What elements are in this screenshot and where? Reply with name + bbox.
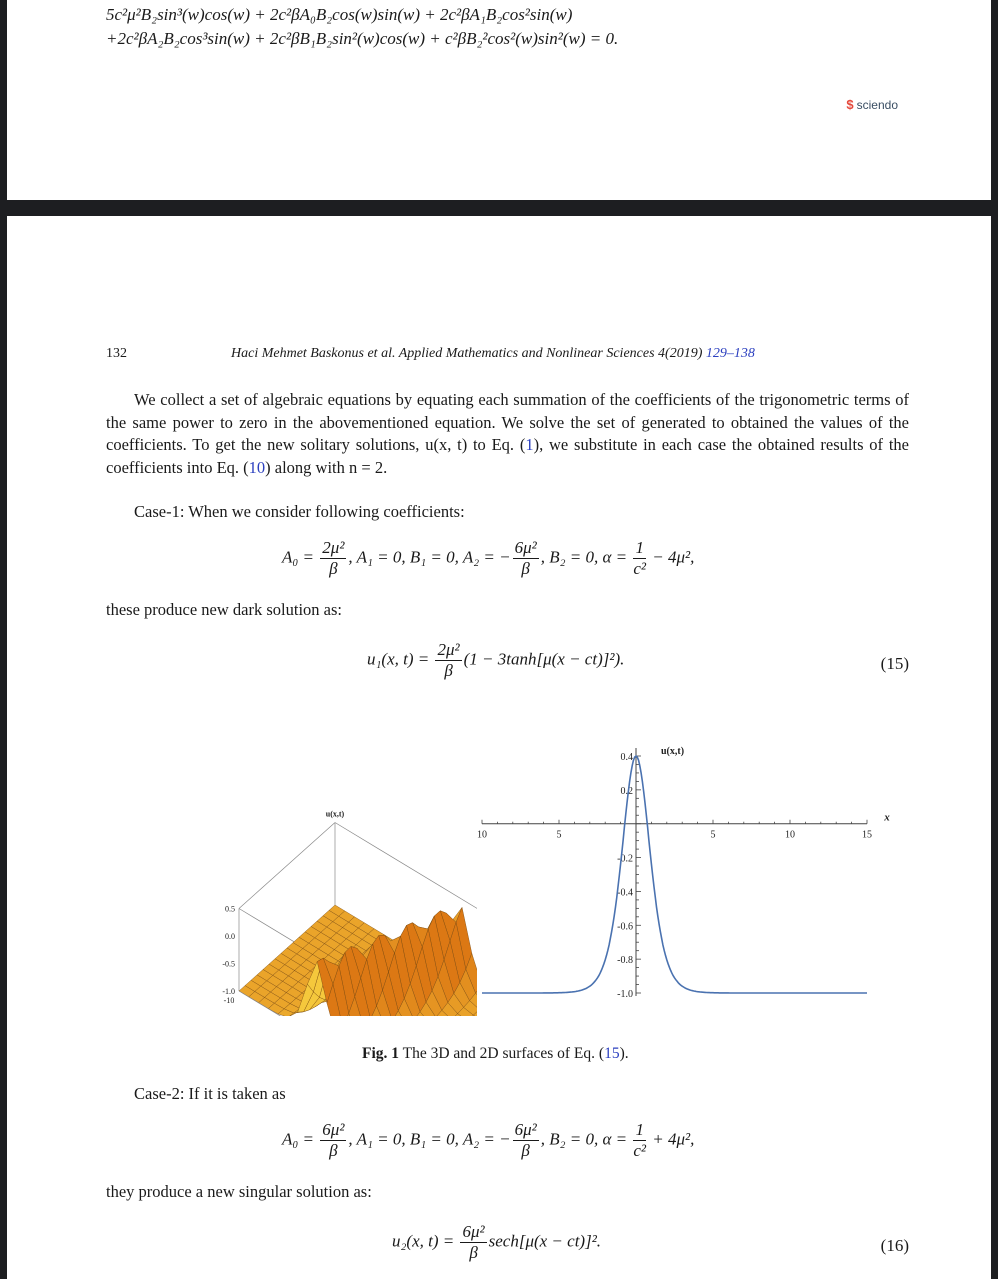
plot-title: u(x,t) [661,746,685,757]
case1-middle: , A₁ = 0, B₁ = 0, A₂ = − [348,547,511,567]
para1-text-a: We collect a set of algebraic equations by equating each summation of the coefficients of the trigonometric terms of the same power to zero in the abovementioned equation. We solve the set of generated to obtained the values of the coefficients. To get the new solitary solutions, u(x, t) to Eq. ( [106,390,909,454]
z-tick-label: 0.5 [225,904,235,914]
case2-alpha-frac [633,1120,646,1161]
caption-text-b: ). [619,1045,629,1062]
eq15-frac [435,640,461,681]
para1-text-b: ), we substitute in each case the obtained results of the coefficients into Eq. ( [106,435,909,477]
case2-a0-num: 6μ² [322,1120,345,1139]
eq16-rhs: sech[μ(x − ct)]². [488,1231,602,1251]
box-edge [239,823,335,909]
equation-16 [392,1222,601,1263]
eq15-rhs: (1 − 3tanh[μ(x − ct)]²). [463,649,625,669]
case1-a0-num: 2μ² [322,538,345,557]
eq16-number: (16) [880,1236,909,1255]
y-tick-label: 0.2 [620,785,633,797]
case2-alpha-num: 1 [633,1120,646,1141]
sciendo-logo [846,97,898,112]
z-tick-label: 0.0 [225,932,235,941]
case1-label: Case-1: When we consider following coefficients: [134,502,465,521]
eq-ref-1[interactable]: 1 [525,435,534,454]
case1-alpha-den: c² [633,559,647,578]
caption-label: Fig. 1 [362,1045,400,1062]
case2-after-text: they produce a new singular solution as: [106,1182,372,1201]
case2-a2-den: β [521,1141,530,1160]
eq16-frac [460,1222,486,1263]
case2-equation [282,1120,694,1161]
case2-a0-lhs: A₀ = [282,1129,315,1149]
eq15-number: (15) [880,654,909,673]
y-tick-label: -0.8 [617,955,633,967]
eq16-lhs: u₂(x, t) = [392,1231,455,1251]
page [7,216,991,1279]
x-tick-label: 5 [556,829,562,841]
x-tick-label: 15 [862,829,872,841]
case2-middle: , A₁ = 0, B₁ = 0, A₂ = − [348,1129,511,1149]
case1-a0-den: β [329,559,338,578]
plot-title: u(x,t) [325,809,345,819]
z-tick-label: -1.0 [222,987,235,996]
x-tick-label: 10 [785,829,795,841]
case1-alpha-frac [633,538,646,579]
x-tick-label: -10 [223,996,235,1005]
eq15-num: 2μ² [437,640,460,659]
case2-a2-num: 6μ² [514,1120,537,1139]
case1-tail-b: − 4μ², [652,547,695,567]
previous-page [7,0,991,200]
equation-line-2: +2c²βA₂B₂cos³sin(w) + 2c²βB₁B₂sin²(w)cos(w) + c²βB₂²cos²(w)sin²(w) = 0. [106,29,619,48]
case1-a0-lhs: A₀ = [282,547,315,567]
case1-tail-a: , B₂ = 0, α = [540,547,628,567]
case2-label: Case-2: If it is taken as [134,1084,286,1103]
citation-text: Haci Mehmet Baskonus et al. Applied Mathematics and Nonlinear Sciences 4(2019) [231,346,706,361]
sciendo-mark-icon: $ [846,97,854,112]
figure-caption [362,1045,629,1063]
y-tick-label: -0.2 [617,853,633,865]
x-tick-label: 5 [710,829,716,841]
case1-a2-num: 6μ² [514,538,537,557]
citation [231,346,755,362]
y-tick-label: -0.4 [617,887,633,899]
y-tick-label: -0.6 [617,921,633,933]
page-range-link[interactable]: 129–138 [705,346,755,361]
case2-alpha-den: c² [633,1141,647,1160]
eq15-den: β [444,661,453,680]
logo-text: sciendo [856,97,898,112]
case2-tail-b: + 4μ², [652,1129,695,1149]
solution-curve [482,756,867,993]
case1-alpha-num: 1 [633,538,646,559]
case1-a2-frac [513,538,539,579]
z-tick-label: -0.5 [222,959,235,969]
x-tick-label: 10 [477,829,487,841]
caption-text-a: The 3D and 2D surfaces of Eq. ( [399,1045,605,1062]
equation-line-1: 5c²μ²B₂sin³(w)cos(w) + 2c²βA₀B₂cos(w)sin(w) + 2c²βA₁B₂cos²sin(w) [106,5,573,24]
eq16-num: 6μ² [462,1222,485,1241]
case2-a0-den: β [329,1141,338,1160]
eq16-den: β [469,1243,478,1262]
x-axis-label: x [884,811,890,824]
line-2d-plot [467,736,892,1006]
eq-ref-10[interactable]: 10 [248,457,266,477]
surface-3d-plot [127,731,477,1016]
para1-text-c: ) along with n = 2. [265,457,388,477]
case1-a2-den: β [521,559,530,578]
y-tick-label: -1.0 [617,989,633,1000]
equation-15 [367,640,624,681]
case1-equation [282,538,694,579]
case2-a2-frac [513,1120,539,1161]
caption-eq-ref[interactable]: 15 [604,1045,620,1062]
page-number: 132 [106,346,127,361]
case2-tail-a: , B₂ = 0, α = [540,1129,628,1149]
case1-a0-frac [320,538,346,579]
eq15-lhs: u₁(x, t) = [367,649,430,669]
paragraph-1 [106,389,909,479]
case1-after-text: these produce new dark solution as: [106,600,342,619]
case2-a0-frac [320,1120,346,1161]
y-tick-label: 0.4 [620,752,633,763]
